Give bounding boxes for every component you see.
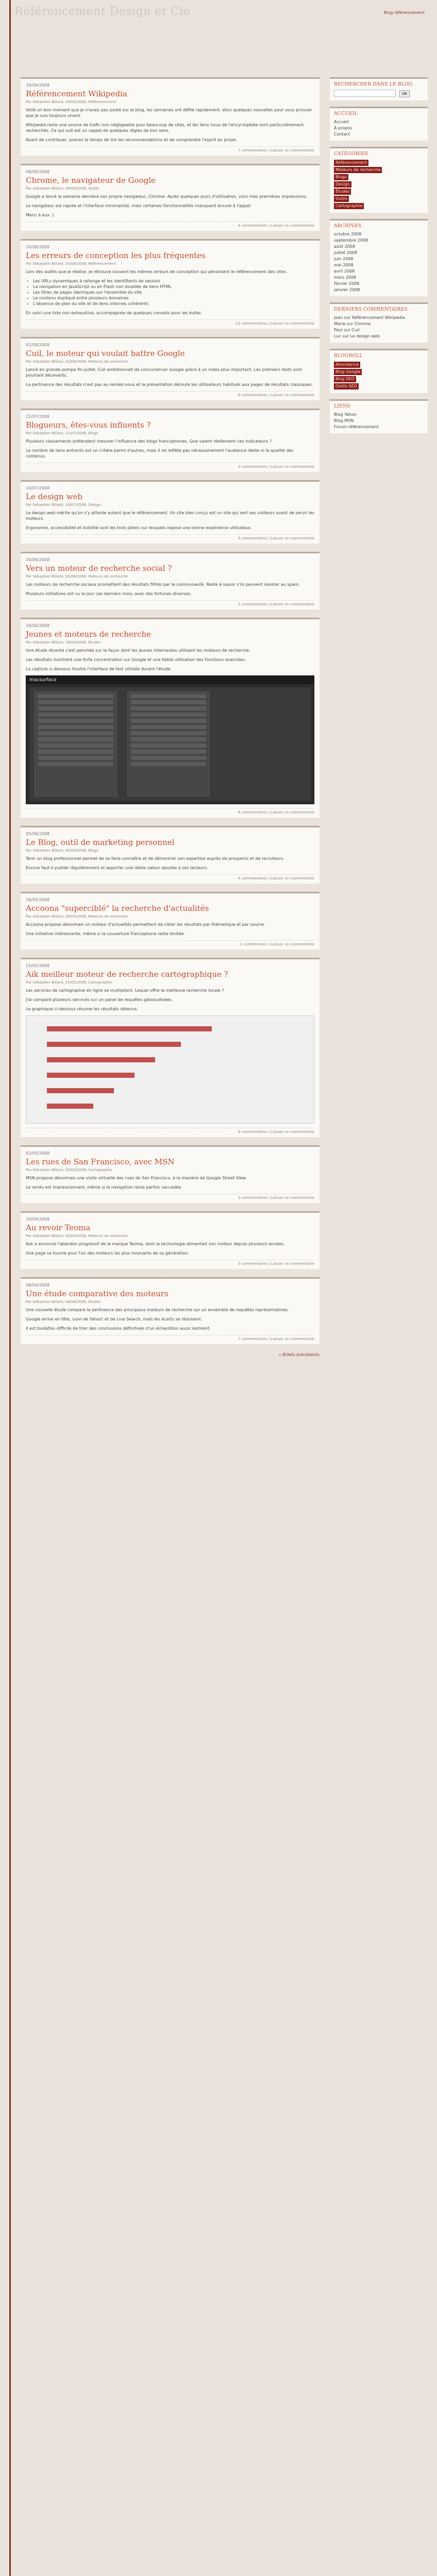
left-accent-rule — [9, 0, 11, 2576]
sidebar-link[interactable]: mai 2008 — [334, 263, 354, 267]
chart-bar — [47, 1042, 181, 1047]
post — [21, 480, 320, 544]
post-paragraph: Google arrive en tête, suivi de Yahoo! et de Live Search, mais les écarts se réduisent. — [26, 1317, 203, 1321]
sidebar-tag-row — [334, 181, 424, 188]
post-meta: Par Sébastien Billard, 20/04/2008, Moteurs de recherche — [26, 1234, 128, 1238]
sidebar-tag-link[interactable]: Référencement — [334, 160, 368, 166]
post — [21, 409, 320, 472]
post-paragraph: MSN propose désormais une visite virtuelle des rues de San Francisco, à la manière de Google Street View. — [26, 1176, 247, 1180]
sidebar-link[interactable]: Blog Yahoo — [334, 412, 357, 417]
sidebar — [330, 77, 428, 439]
screenshot-row — [38, 725, 113, 729]
post-paragraph: Plusieurs initiatives ont vu le jour ces derniers mois, avec des fortunes diverses. — [26, 591, 192, 596]
post-meta: Par Sébastien Billard, 21/07/2008, Blogs — [26, 431, 98, 435]
post-meta: Par Sébastien Billard, 29/09/2008, Référencement — [26, 100, 116, 104]
sidebar-tag-link[interactable]: Cartographie — [334, 203, 364, 209]
post-date: 08/04/2008 — [26, 1283, 50, 1287]
post-date: 05/06/2008 — [26, 832, 50, 836]
screenshot-row — [131, 750, 206, 754]
post-paragraph: Tenir un blog professionnel permet de se faire connaître et de démontrer son expertise auprès de prospects et de recruteurs. — [26, 856, 284, 861]
post-paragraph: Le graphique ci-dessous résume les résultats obtenus. — [26, 1007, 139, 1011]
post-meta: Par Sébastien Billard, 08/04/2008, Études — [26, 1300, 101, 1304]
sidebar-link[interactable]: octobre 2008 — [334, 232, 362, 236]
post-paragraph: Ask a annoncé l'abandon progressif de la marque Teoma, dont la technologie alimentait son moteur depuis plusieurs années. — [26, 1242, 285, 1246]
screenshot-panel — [35, 691, 117, 796]
chart-bar — [47, 1088, 114, 1093]
post-title-link[interactable]: Chrome, le navigateur de Google — [26, 176, 156, 185]
sidebar-tag-link[interactable]: Design — [334, 181, 351, 188]
list-item: • La navigation en JavaScript ou en Flash non doublée de liens HTML — [33, 284, 314, 290]
comments-link[interactable]: 3 commentaires | Laisser un commentaire — [26, 463, 314, 469]
screenshot-row — [38, 713, 113, 717]
sidebar-section — [330, 399, 428, 433]
sidebar-section-title: ARCHIVES — [334, 224, 362, 229]
post-title-link[interactable]: Les rues de San Francisco, avec MSN — [26, 1157, 175, 1166]
sidebar-section-title: DERNIERS COMMENTAIRES — [334, 307, 408, 312]
post — [21, 337, 320, 400]
sidebar-link[interactable]: avril 2008 — [334, 269, 355, 274]
post-date: 08/09/2008 — [26, 170, 50, 174]
post-paragraph: Merci à eux :) — [26, 213, 54, 217]
sidebar-link[interactable]: juillet 2008 — [334, 250, 357, 255]
post-date: 21/07/2008 — [26, 414, 50, 419]
post — [21, 164, 320, 231]
screenshot-row — [131, 725, 206, 729]
post-date: 30/06/2008 — [26, 557, 50, 562]
sidebar-tag-row — [334, 383, 424, 390]
sidebar-tag-row — [334, 361, 424, 368]
screenshot-row — [131, 737, 206, 741]
list-item: • L'absence de plan du site et de liens internes cohérents — [33, 301, 314, 307]
sidebar-link[interactable]: Jean sur Référencement Wikipedia — [334, 315, 405, 320]
comments-link[interactable]: 1 commentaire | Laisser un commentaire — [26, 940, 314, 946]
screenshot-row — [38, 731, 113, 735]
sidebar-tag-link[interactable]: Études — [334, 189, 351, 195]
screenshot-row — [131, 762, 206, 766]
post-paragraph: Les services de cartographie en ligne se multiplient. Lequel offre la meilleure recherche locale ? — [26, 988, 224, 993]
sidebar-link[interactable]: Contact — [334, 132, 350, 137]
screenshot-body — [29, 687, 311, 801]
sidebar-section — [330, 147, 428, 213]
post — [21, 1145, 320, 1203]
sidebar-link[interactable]: Blog MSN — [334, 418, 354, 423]
sidebar-section-title: BLOGROLL — [334, 353, 363, 359]
sidebar-tag-row — [334, 159, 424, 166]
post-paragraph: Une page se tourne pour l'un des moteurs les plus innovants de sa génération. — [26, 1251, 189, 1256]
sidebar-tag-link[interactable]: Blogs — [334, 174, 348, 180]
post-date: 20/04/2008 — [26, 1217, 50, 1222]
search-button[interactable]: OK — [399, 90, 410, 97]
post-title-link[interactable]: Cuil, le moteur qui voulait battre Google — [26, 349, 185, 358]
post-paragraph: Le design web mérite qu'on s'y attarde autant que le référencement. Un site bien conçu est un site qui sert ses visiteurs avant de servir les moteurs. — [26, 511, 314, 521]
sidebar-tag-row — [334, 195, 424, 202]
post-paragraph: En voici une liste non exhaustive, accompagnée de quelques conseils pour les éviter. — [26, 311, 202, 315]
post-paragraph: Le rendu est impressionnant, même si la navigation reste parfois saccadée. — [26, 1185, 182, 1190]
sidebar-tag-link[interactable]: Abondance — [334, 362, 360, 368]
sidebar-section-title: ACCUEIL — [334, 111, 358, 116]
screenshot-row — [38, 706, 113, 710]
post-title-link[interactable]: Aik meilleur moteur de recherche cartographique ? — [26, 970, 228, 979]
sidebar-link[interactable]: Marie sur Chrome — [334, 321, 371, 326]
sidebar-link[interactable]: février 2008 — [334, 281, 360, 286]
chart-bar — [47, 1026, 212, 1031]
comments-link[interactable]: 12 commentaires | Laisser un commentaire — [26, 319, 314, 326]
screenshot-row — [38, 694, 113, 698]
sidebar-link[interactable]: mars 2008 — [334, 275, 357, 280]
sidebar-section-title: LIENS — [334, 404, 350, 409]
post-paragraph: Les résultats montrent une forte concentration sur Google et une faible utilisation des fonctions avancées. — [26, 657, 246, 662]
post-paragraph: Une nouvelle étude compare la pertinence des principaux moteurs de recherche sur un ensemble de requêtes représentatives. — [26, 1308, 289, 1312]
post-paragraph: La pertinence des résultats n'est pas au rendez-vous et la présentation déroute les utilisateurs habitués aux pages de résultats classiques. — [26, 382, 313, 387]
post-paragraph: Wikipedia reste une source de trafic non négligeable pour beaucoup de sites, et les liens issus de l'encyclopédie sont particulièrement recherchés. Ce qui suit est un rappel de quelques règles de bon sens. — [26, 123, 304, 133]
screenshot-panel — [127, 691, 210, 796]
post-paragraph: J'ai comparé plusieurs services sur un panel de requêtes géolocalisées. — [26, 997, 173, 1002]
search-title: RECHERCHER DANS LE BLOG — [334, 82, 413, 87]
list-item: • Les URLs dynamiques à rallonge et les identifiants de session — [33, 278, 314, 284]
comments-link[interactable]: 7 commentaires | Laisser un commentaire — [26, 1335, 314, 1341]
previous-posts-link[interactable]: « Billets précédents — [278, 1352, 320, 1357]
comments-link[interactable]: 3 commentaires | Laisser un commentaire — [26, 1194, 314, 1200]
screenshot-row — [131, 700, 206, 704]
sidebar-section — [330, 349, 428, 393]
post-date: 10/07/2008 — [26, 486, 50, 490]
post-paragraph: Avant de contribuer, prenez le temps de lire les recommandations et de comprendre l'esprit du projet. — [26, 138, 238, 142]
screenshot-row — [131, 731, 206, 735]
post-paragraph: Google a lancé la semaine dernière son propre navigateur, Chrome. Après quelques jours d'utilisation, voici mes premières impressions. — [26, 194, 308, 199]
post — [21, 826, 320, 884]
main-content — [21, 77, 320, 1363]
post — [21, 892, 320, 950]
site-title[interactable]: Référencement Design et Cie — [14, 5, 191, 18]
sidebar-tag-link[interactable]: Outils SEO — [334, 383, 359, 389]
sidebar-link[interactable]: Accueil — [334, 120, 349, 124]
post-paragraph: Lors des audits que je réalise, je retrouve souvent les mêmes erreurs de conception qui pénalisent le référencement des sites. — [26, 269, 288, 274]
post-title-link[interactable]: Accoona "superciblé" la recherche d'actualités — [26, 904, 209, 913]
post-paragraph: Ergonomie, accessibilité et lisibilité sont les trois piliers sur lesquels repose une bonne expérience utilisateur. — [26, 526, 252, 530]
post-title-link[interactable]: Vers un moteur de recherche social ? — [26, 564, 172, 573]
post — [21, 552, 320, 609]
screenshot-row — [38, 719, 113, 723]
post — [21, 77, 320, 156]
post-paragraph: Le nombre de liens entrants est un critère parmi d'autres, mais il ne reflète pas nécessairement l'audience réelle ni la qualité des contenus. — [26, 448, 294, 459]
screenshot-row — [38, 737, 113, 741]
screenshot-row — [131, 756, 206, 760]
screenshot-row — [38, 762, 113, 766]
screenshot-row — [38, 750, 113, 754]
post-date: 26/05/2008 — [26, 897, 50, 902]
post — [21, 618, 320, 818]
post-meta: Par Sébastien Billard, 02/08/2008, Moteurs de recherche — [26, 360, 128, 364]
post-paragraph: Il est toutefois difficile de tirer des conclusions définitives d'un échantillon aussi restreint. — [26, 1326, 211, 1331]
site-header — [11, 3, 432, 39]
post-title-link[interactable]: Le design web — [26, 492, 82, 501]
post — [21, 958, 320, 1137]
post-paragraph: La capture ci-dessous illustre l'interface de test utilisée durant l'étude. — [26, 667, 172, 671]
chart-bar — [47, 1073, 135, 1078]
sidebar-section — [330, 302, 428, 343]
sidebar-link[interactable]: À propos — [334, 126, 352, 130]
post-paragraph: Une initiative intéressante, même si la couverture francophone reste limitée. — [26, 931, 185, 936]
list-item: • Les titres de pages identiques sur l'ensemble du site — [33, 290, 314, 295]
comments-link[interactable]: 6 commentaires | Laisser un commentaire — [26, 391, 314, 397]
sidebar-link[interactable]: Luc sur Le design web — [334, 334, 380, 338]
screenshot-row — [38, 743, 113, 748]
post-meta: Par Sébastien Billard, 20/08/2008, Référencement — [26, 262, 116, 266]
post-list — [33, 278, 314, 307]
post-title-link[interactable]: Une étude comparative des moteurs — [26, 1289, 169, 1298]
post-date: 02/05/2008 — [26, 1151, 50, 1156]
sidebar-tag-row — [334, 174, 424, 181]
sidebar-tag-row — [334, 166, 424, 174]
post-title-link[interactable]: Référencement Wikipedia — [26, 89, 127, 98]
header-link[interactable]: Blog référencement — [383, 10, 425, 15]
sidebar-section — [330, 107, 428, 141]
post-meta: Par Sébastien Billard, 18/06/2008, Études — [26, 640, 101, 645]
post-paragraph: Une étude récente s'est penchée sur la façon dont les jeunes internautes utilisent les moteurs de recherche. — [26, 648, 250, 653]
screenshot-row — [38, 700, 113, 704]
post-paragraph: Lancé en grande pompe fin juillet, Cuil ambitionnait de concurrencer Google grâce à un index plus important. Les premiers tests sont pourtant décevants. — [26, 367, 302, 378]
sidebar-tag-row — [334, 376, 424, 383]
post-date: 29/09/2008 — [26, 83, 50, 88]
sidebar-link[interactable]: Paul sur Cuil — [334, 328, 360, 332]
screenshot-row — [131, 743, 206, 748]
post-meta: Par Sébastien Billard, 10/07/2008, Design — [26, 503, 101, 507]
sidebar-tag-link[interactable]: Blog SEO — [334, 376, 356, 382]
sidebar-link[interactable]: juin 2008 — [334, 257, 354, 261]
screenshot-row — [38, 756, 113, 760]
post-meta: Par Sébastien Billard, 05/06/2008, Blogs — [26, 849, 98, 853]
post — [21, 239, 320, 329]
screenshot-row — [131, 713, 206, 717]
screenshot-image — [26, 675, 314, 804]
search-input[interactable] — [334, 90, 396, 97]
sidebar-tag-row — [334, 202, 424, 210]
post-date: 15/05/2008 — [26, 963, 50, 968]
comments-link[interactable]: 7 commentaires | Laisser un commentaire — [26, 146, 314, 152]
sidebar-tag-link[interactable]: Blog Google — [334, 369, 362, 375]
post-meta: Par Sébastien Billard, 08/09/2008, Outils — [26, 187, 99, 191]
sidebar-link[interactable]: août 2008 — [334, 244, 355, 249]
post-meta: Par Sébastien Billard, 30/06/2008, Moteurs de recherche — [26, 574, 128, 579]
post-title-link[interactable]: Le Blog, outil de marketing personnel — [26, 838, 175, 847]
sidebar-link[interactable]: janvier 2008 — [334, 287, 360, 292]
post-title-link[interactable]: Au revoir Teoma — [26, 1223, 91, 1232]
post-paragraph: Les moteurs de recherche sociaux promettent des résultats filtrés par la communauté. Reste à savoir s'ils peuvent résister au spam. — [26, 582, 300, 587]
comments-link[interactable]: 4 commentaires | Laisser un commentaire — [26, 222, 314, 228]
comments-link[interactable]: 9 commentaires | Laisser un commentaire — [26, 1128, 314, 1134]
chart-image — [26, 1015, 314, 1124]
post-paragraph: Voilà un bon moment que je n'avais pas posté sur le blog, les semaines ont défilé rapidement. Voici quelques nouvelles pour vous prouver que je suis toujours vivant. — [26, 108, 312, 118]
comments-link[interactable]: 2 commentaires | Laisser un commentaire — [26, 600, 314, 606]
post — [21, 1277, 320, 1344]
post-date: 20/08/2008 — [26, 245, 50, 249]
comments-link[interactable]: 8 commentaires | Laisser un commentaire — [26, 808, 314, 815]
screenshot-row — [131, 719, 206, 723]
sidebar-tag-row — [334, 368, 424, 376]
sidebar-link[interactable]: septembre 2008 — [334, 238, 368, 243]
post-title-link[interactable]: Blogueurs, êtes-vous influents ? — [26, 420, 151, 430]
post-date: 02/08/2008 — [26, 343, 50, 347]
post — [21, 1211, 320, 1269]
sidebar-link[interactable]: Forum référencement — [334, 425, 379, 429]
comments-link[interactable]: 5 commentaires | Laisser un commentaire — [26, 534, 314, 540]
search-box — [330, 77, 428, 100]
post-paragraph: Le navigateur est rapide et l'interface minimaliste, mais certaines fonctionnalités manquent encore à l'appel. — [26, 204, 252, 208]
chart-bar — [47, 1104, 93, 1109]
screenshot-title-bar: macsurface — [26, 676, 314, 684]
screenshot-row — [131, 706, 206, 710]
comments-link[interactable]: 5 commentaires | Laisser un commentaire — [26, 1260, 314, 1266]
sidebar-section-title: CATÉGORIES — [334, 151, 368, 157]
post-date: 18/06/2008 — [26, 623, 50, 628]
sidebar-tag-link[interactable]: Moteurs de recherche — [334, 167, 382, 173]
post-meta: Par Sébastien Billard, 15/05/2008, Cartographie — [26, 980, 112, 985]
comments-link[interactable]: 4 commentaires | Laisser un commentaire — [26, 874, 314, 880]
chart-bar — [47, 1057, 155, 1062]
post-paragraph: Encore faut-il publier régulièrement et apporter une réelle valeur ajoutée à ses lecteurs. — [26, 866, 208, 870]
post-meta: Par Sébastien Billard, 26/05/2008, Moteurs de recherche — [26, 914, 128, 919]
sidebar-tag-row — [334, 188, 424, 195]
list-item: • Le contenu dupliqué entre plusieurs domaines — [33, 295, 314, 301]
post-title-link[interactable]: Les erreurs de conception les plus fréquentes — [26, 251, 206, 260]
sidebar-section — [330, 219, 428, 296]
screenshot-row — [131, 694, 206, 698]
sidebar-tag-link[interactable]: Outils — [334, 196, 349, 202]
post-paragraph: Plusieurs classements prétendent mesurer l'influence des blogs francophones. Que valent réellement ces indicateurs ? — [26, 439, 272, 444]
post-meta: Par Sébastien Billard, 02/05/2008, Cartographie — [26, 1168, 112, 1172]
post-title-link[interactable]: Jeunes et moteurs de recherche — [26, 630, 152, 639]
post-paragraph: Accoona propose désormais un moteur d'actualités permettant de cibler les résultats par thématique et par source. — [26, 922, 265, 927]
